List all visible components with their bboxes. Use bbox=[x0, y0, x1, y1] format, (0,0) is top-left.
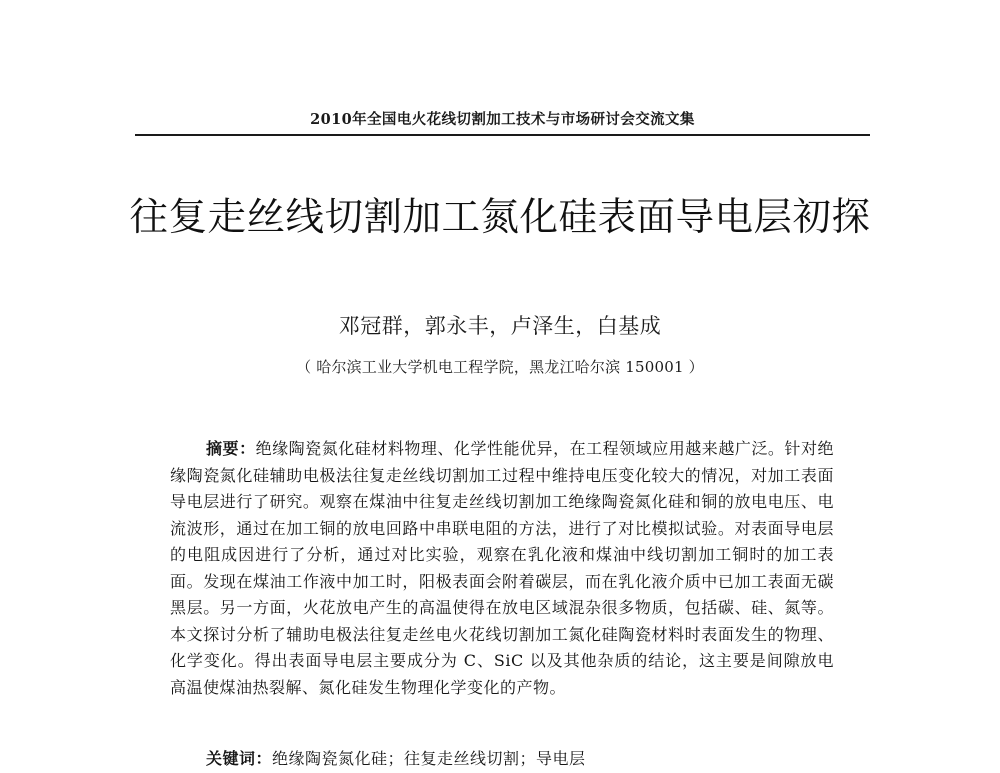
keywords-text: 绝缘陶瓷氮化硅；往复走丝线切割；导电层 bbox=[272, 749, 586, 768]
abstract-paragraph bbox=[170, 436, 834, 701]
keywords-line bbox=[170, 746, 834, 773]
author-list: 邓冠群，郭永丰，卢泽生，白基成 bbox=[338, 314, 662, 338]
proceedings-header: 2010年全国电火花线切割加工技术与市场研讨会交流文集 bbox=[310, 111, 695, 128]
abstract-text: 绝缘陶瓷氮化硅材料物理、化学性能优异，在工程领域应用越来越广泛。针对绝缘陶瓷氮化硅辅助电极法往复走丝线切割加工过程中维持电压变化较大的情况，对加工表面导电层进行了研究。观察在煤油中往复走丝线切割加工绝缘陶瓷氮化硅和铜的放电电压、电流波形，通过在加工铜的放电回路中串联电阻的方法，进行了对比模拟试验。对表面导电层的电阻成因进行了分析，通过对比实验，观察在乳化液和煤油中线切割加工铜时的加工表面。发现在煤油工作液中加工时，阳极表面会附着碳层，而在乳化液介质中已加工表面无碳黑层。另一方面，火花放电产生的高温使得在放电区域混杂很多物质，包括碳、硅、氮等。本文探讨分析了辅助电极法往复走丝电火花线切割加工氮化硅陶瓷材料时表面发生的物理、化学变化。得出表面导电层主要成分为 C、SiC 以及其他杂质的结论，这主要是间隙放电高温使煤油热裂解、氮化硅发生物理化学变化的产物。 bbox=[170, 439, 834, 697]
author-affiliation: （ 哈尔滨工业大学机电工程学院，黑龙江哈尔滨 150001 ） bbox=[296, 358, 704, 376]
paper-title: 往复走丝线切割加工氮化硅表面导电层初探 bbox=[129, 195, 871, 240]
abstract-label: 摘要： bbox=[206, 439, 256, 458]
keywords-label: 关键词： bbox=[206, 749, 273, 768]
header-divider bbox=[135, 134, 870, 136]
